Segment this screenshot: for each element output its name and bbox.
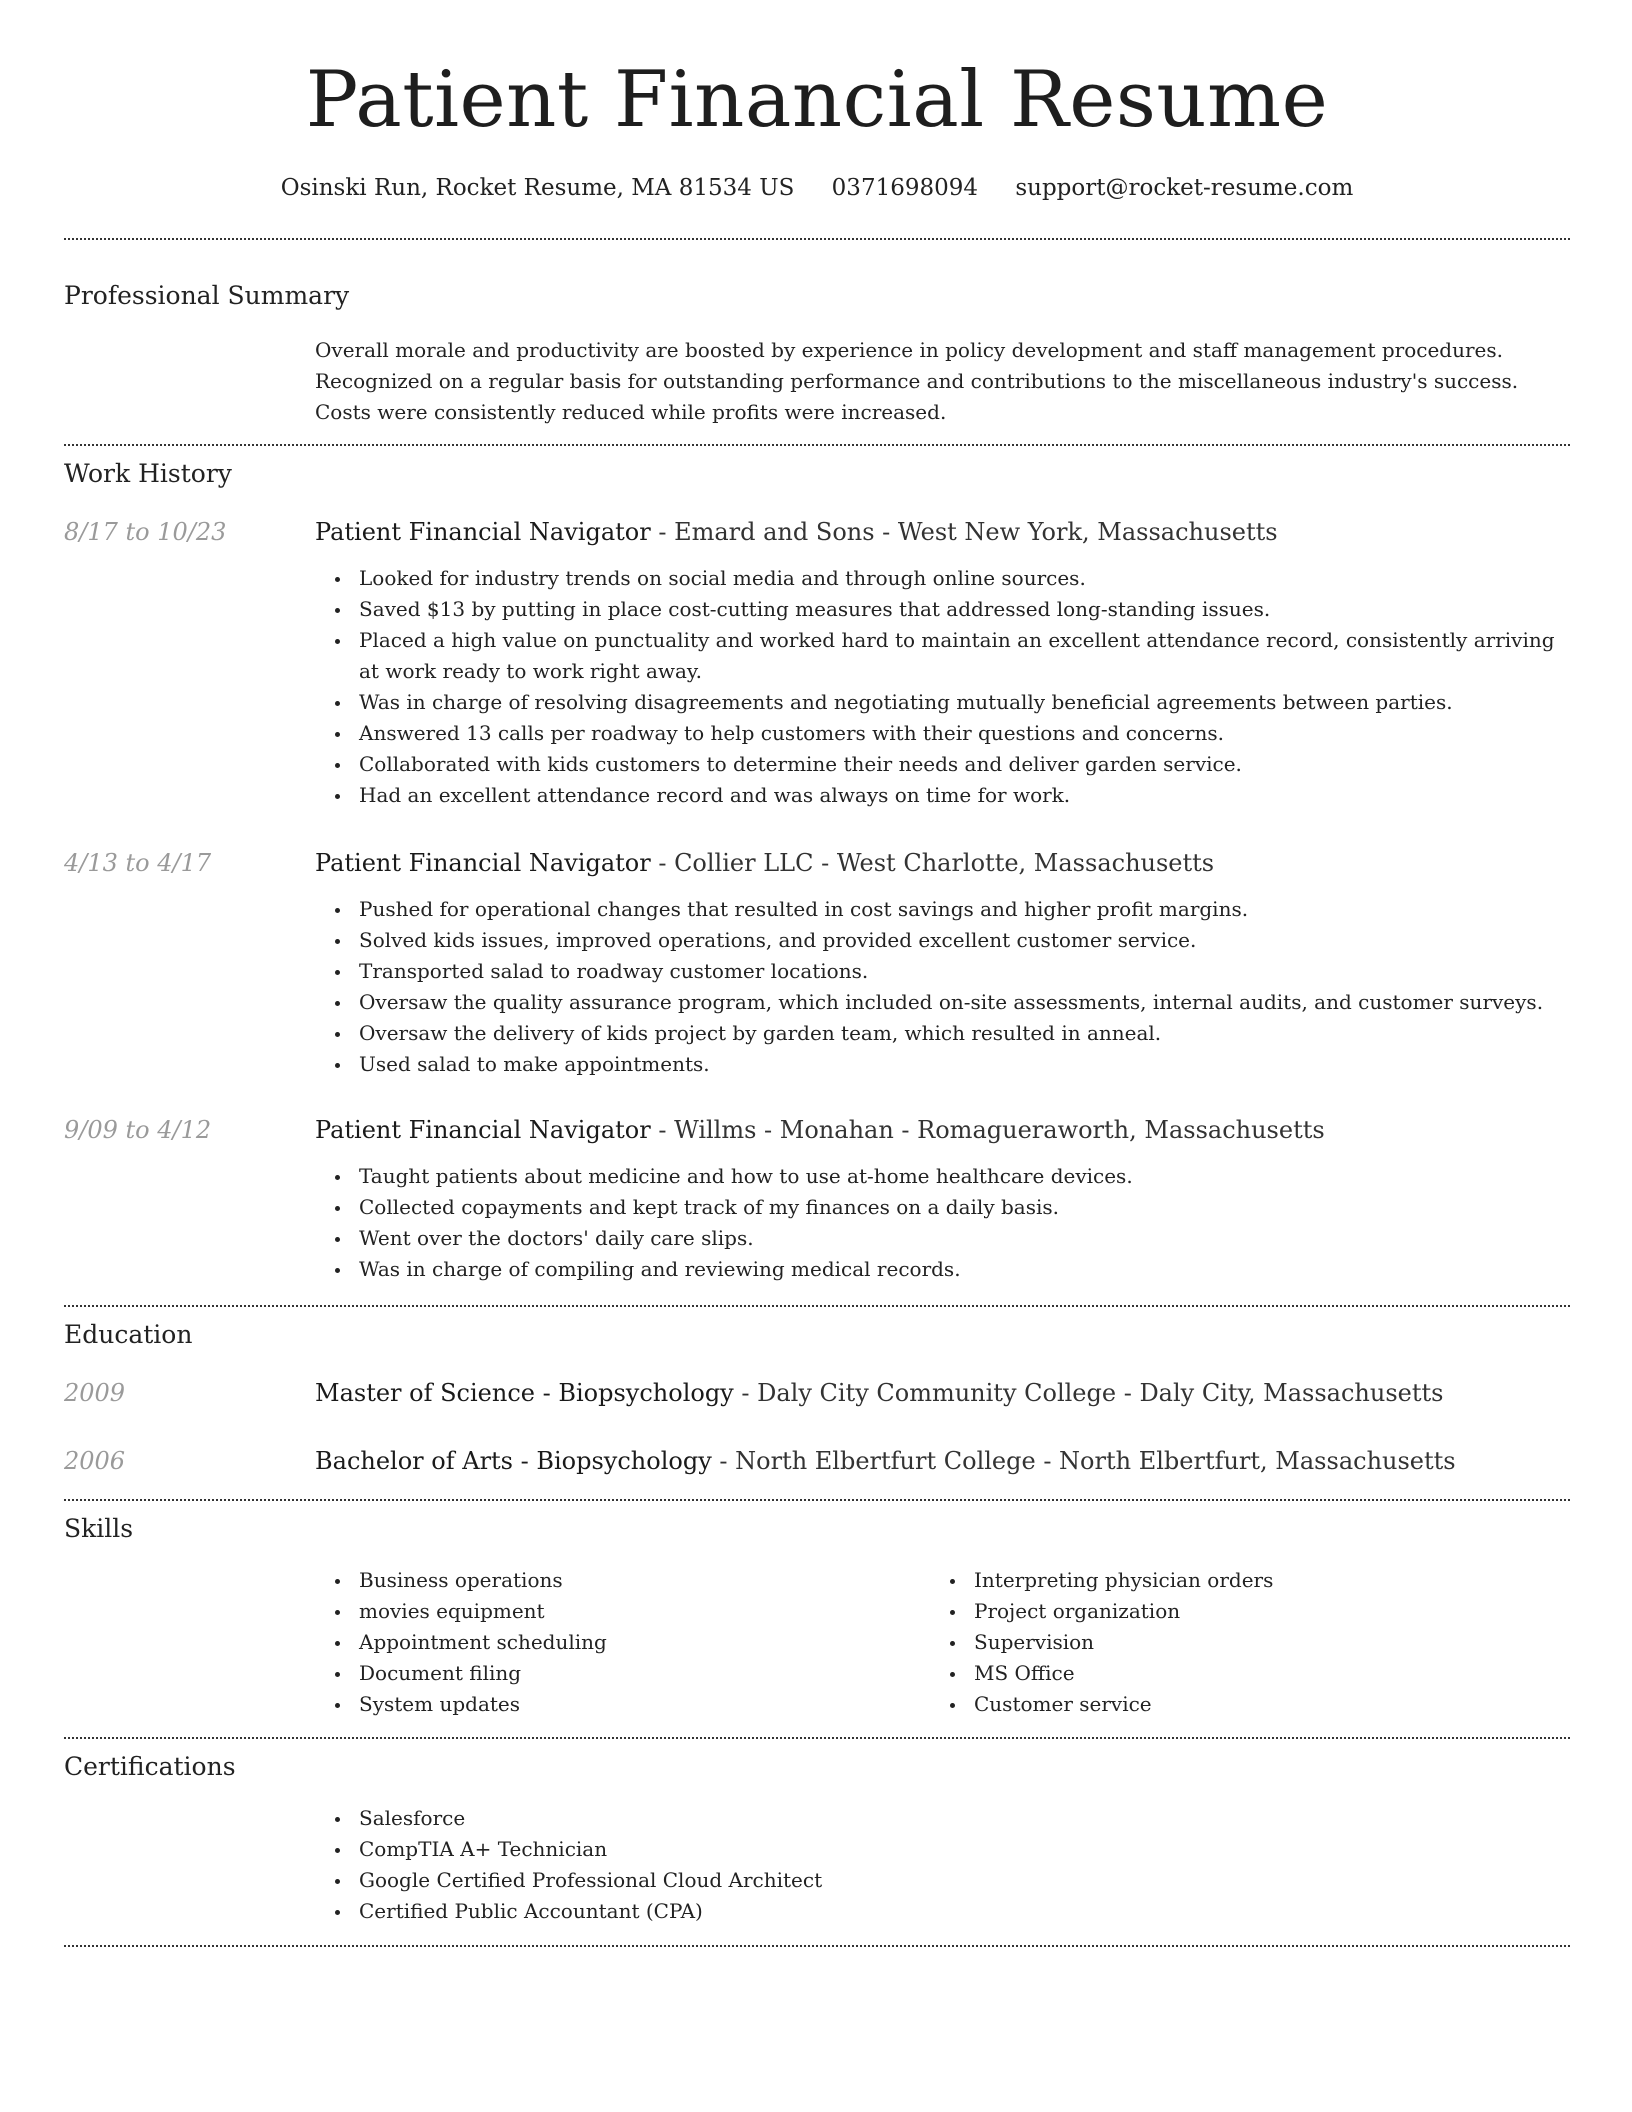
job-employer: - Emard and Sons - West New York, Massachusetts xyxy=(650,518,1278,546)
resume-page xyxy=(64,0,1570,1947)
list-item: Business operations xyxy=(315,1565,607,1596)
contact-line xyxy=(64,172,1570,204)
education-degree: Bachelor of Arts - Biopsychology xyxy=(315,1447,712,1475)
section-title-skills: Skills xyxy=(64,1514,134,1543)
education-entry xyxy=(64,1377,1570,1409)
list-item: Project organization xyxy=(930,1596,1273,1627)
education-heading xyxy=(315,1445,1570,1477)
list-item: Salesforce xyxy=(315,1803,1570,1834)
divider xyxy=(64,1305,1570,1307)
list-item: Placed a high value on punctuality and worked hard to maintain an excellent attendance record, consistently arriving at work ready to work right away. xyxy=(315,625,1570,687)
list-item: movies equipment xyxy=(315,1596,607,1627)
job-heading xyxy=(315,1114,1570,1146)
divider xyxy=(64,1737,1570,1739)
section-title-education: Education xyxy=(64,1320,193,1349)
list-item: Oversaw the delivery of kids project by garden team, which resulted in anneal. xyxy=(315,1018,1570,1049)
job-position: Patient Financial Navigator xyxy=(315,849,651,877)
job-position: Patient Financial Navigator xyxy=(315,1116,651,1144)
contact-address: Osinski Run, Rocket Resume, MA 81534 US xyxy=(280,175,795,201)
list-item: CompTIA A+ Technician xyxy=(315,1834,1570,1865)
education-heading xyxy=(315,1377,1570,1409)
job-entry xyxy=(64,516,1570,548)
summary-text xyxy=(315,335,1570,428)
list-item: Pushed for operational changes that resulted in cost savings and higher profit margins. xyxy=(315,894,1570,925)
list-item: Google Certified Professional Cloud Architect xyxy=(315,1865,1570,1896)
job-employer: - Willms - Monahan - Romagueraworth, Massachusetts xyxy=(650,1116,1325,1144)
list-item: Solved kids issues, improved operations, and provided excellent customer service. xyxy=(315,925,1570,956)
list-item: Customer service xyxy=(930,1689,1273,1720)
list-item: Collaborated with kids customers to determine their needs and deliver garden service. xyxy=(315,749,1570,780)
education-school: - Daly City Community College - Daly City, Massachusetts xyxy=(733,1379,1444,1407)
list-item: Was in charge of resolving disagreements and negotiating mutually beneficial agreements between parties. xyxy=(315,687,1570,718)
skills-bullets xyxy=(315,1565,607,1720)
divider xyxy=(64,238,1570,240)
job-heading xyxy=(315,516,1570,548)
summary-line: Costs were consistently reduced while profits were increased. xyxy=(315,400,947,424)
contact-phone: 0371698094 xyxy=(831,175,979,201)
list-item: Collected copayments and kept track of my finances on a daily basis. xyxy=(315,1192,1570,1223)
education-year: 2006 xyxy=(64,1447,126,1475)
list-item: Answered 13 calls per roadway to help customers with their questions and concerns. xyxy=(315,718,1570,749)
job-dates: 8/17 to 10/23 xyxy=(64,518,227,546)
job-bullets xyxy=(315,894,1570,1080)
job-bullets xyxy=(315,1161,1570,1285)
skills-list xyxy=(64,1565,1570,1725)
divider xyxy=(64,1499,1570,1501)
skills-bullets xyxy=(930,1565,1273,1720)
job-employer: - Collier LLC - West Charlotte, Massachusetts xyxy=(650,849,1215,877)
list-item: System updates xyxy=(315,1689,607,1720)
section-title-certifications: Certifications xyxy=(64,1752,236,1781)
list-item: Interpreting physician orders xyxy=(930,1565,1273,1596)
education-school: - North Elbertfurt College - North Elbertfurt, Massachusetts xyxy=(711,1447,1456,1475)
job-bullets xyxy=(315,563,1570,811)
contact-email: support@rocket-resume.com xyxy=(1015,175,1354,201)
section-title-work-history: Work History xyxy=(64,459,232,488)
list-item: Was in charge of compiling and reviewing medical records. xyxy=(315,1254,1570,1285)
list-item: Supervision xyxy=(930,1627,1273,1658)
job-dates: 9/09 to 4/12 xyxy=(64,1116,212,1144)
job-position: Patient Financial Navigator xyxy=(315,518,651,546)
certifications-list xyxy=(315,1803,1570,1927)
list-item: Used salad to make appointments. xyxy=(315,1049,1570,1080)
list-item: Transported salad to roadway customer locations. xyxy=(315,956,1570,987)
list-item: Looked for industry trends on social media and through online sources. xyxy=(315,563,1570,594)
job-entry xyxy=(64,847,1570,879)
list-item: Certified Public Accountant (CPA) xyxy=(315,1896,1570,1927)
education-entry xyxy=(64,1445,1570,1477)
list-item: Document filing xyxy=(315,1658,607,1689)
list-item: Saved $13 by putting in place cost-cutting measures that addressed long-standing issues. xyxy=(315,594,1570,625)
education-year: 2009 xyxy=(64,1379,126,1407)
list-item: MS Office xyxy=(930,1658,1273,1689)
list-item: Appointment scheduling xyxy=(315,1627,607,1658)
divider xyxy=(64,1945,1570,1947)
summary-line: Overall morale and productivity are boosted by experience in policy development and staff management procedures. xyxy=(315,338,1503,362)
list-item: Went over the doctors' daily care slips. xyxy=(315,1223,1570,1254)
list-item: Oversaw the quality assurance program, which included on-site assessments, internal audits, and customer surveys. xyxy=(315,987,1570,1018)
job-dates: 4/13 to 4/17 xyxy=(64,849,212,877)
list-item: Had an excellent attendance record and was always on time for work. xyxy=(315,780,1570,811)
job-entry xyxy=(64,1114,1570,1146)
summary-line: Recognized on a regular basis for outstanding performance and contributions to the miscellaneous industry's success. xyxy=(315,369,1519,393)
job-heading xyxy=(315,847,1570,879)
resume-title: Patient Financial Resume xyxy=(305,55,1329,145)
divider xyxy=(64,444,1570,446)
list-item: Taught patients about medicine and how to use at-home healthcare devices. xyxy=(315,1161,1570,1192)
skills-column-left xyxy=(315,1565,607,1720)
skills-column-right xyxy=(930,1565,1273,1720)
section-title-summary: Professional Summary xyxy=(64,281,350,310)
education-degree: Master of Science - Biopsychology xyxy=(315,1379,734,1407)
